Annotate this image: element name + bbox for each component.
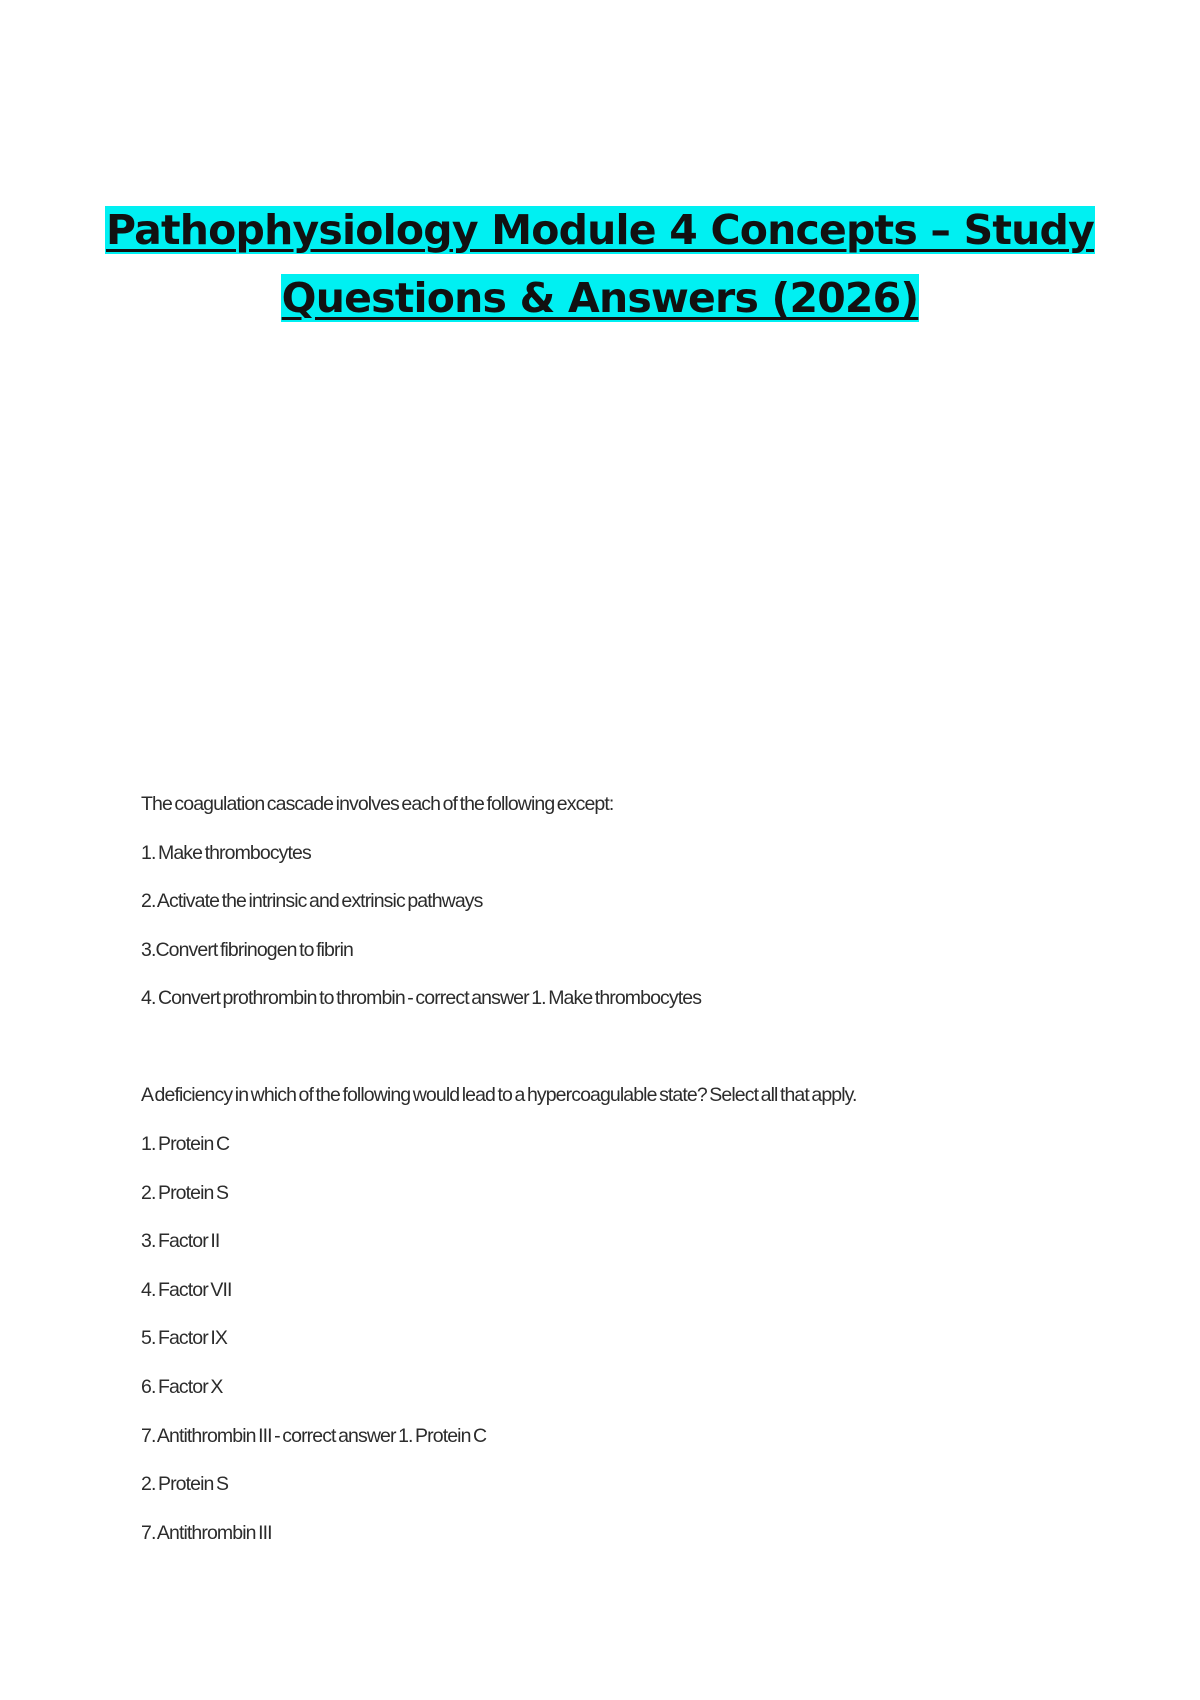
option-line: 2. Protein S	[141, 1181, 229, 1204]
option-line-with-answer: 7. Antithrombin III - correct answer 1. Protein C	[141, 1424, 487, 1447]
option-line: 6. Factor X	[141, 1375, 223, 1398]
option-line: 3. Factor II	[141, 1230, 220, 1253]
question-stem: A deficiency in which of the following would lead to a hypercoagulable state? Select all that apply.	[141, 1084, 857, 1107]
spacer	[141, 1033, 1101, 1081]
question-block	[141, 1081, 1101, 1567]
title-line-1: Pathophysiology Module 4 Concepts – Study	[105, 206, 1095, 254]
document-body	[141, 790, 1101, 1567]
answer-line: 2. Protein S	[141, 1473, 229, 1496]
option-line: 2. Activate the intrinsic and extrinsic pathways	[141, 890, 483, 913]
question-block	[141, 790, 1101, 1033]
question-stem: The coagulation cascade involves each of the following except:	[141, 793, 614, 815]
option-line: 1. Protein C	[141, 1132, 230, 1155]
option-line: 3.Convert fibrinogen to fibrin	[141, 938, 353, 961]
option-line: 4. Factor VII	[141, 1278, 232, 1301]
title-line-2: Questions & Answers (2026)	[281, 274, 919, 322]
option-line-with-answer: 4. Convert prothrombin to thrombin - correct answer 1. Make thrombocytes	[141, 987, 702, 1010]
answer-line: 7. Antithrombin III	[141, 1521, 272, 1544]
option-line: 5. Factor IX	[141, 1327, 227, 1350]
document-title	[0, 196, 1200, 332]
option-line: 1. Make thrombocytes	[141, 841, 311, 864]
